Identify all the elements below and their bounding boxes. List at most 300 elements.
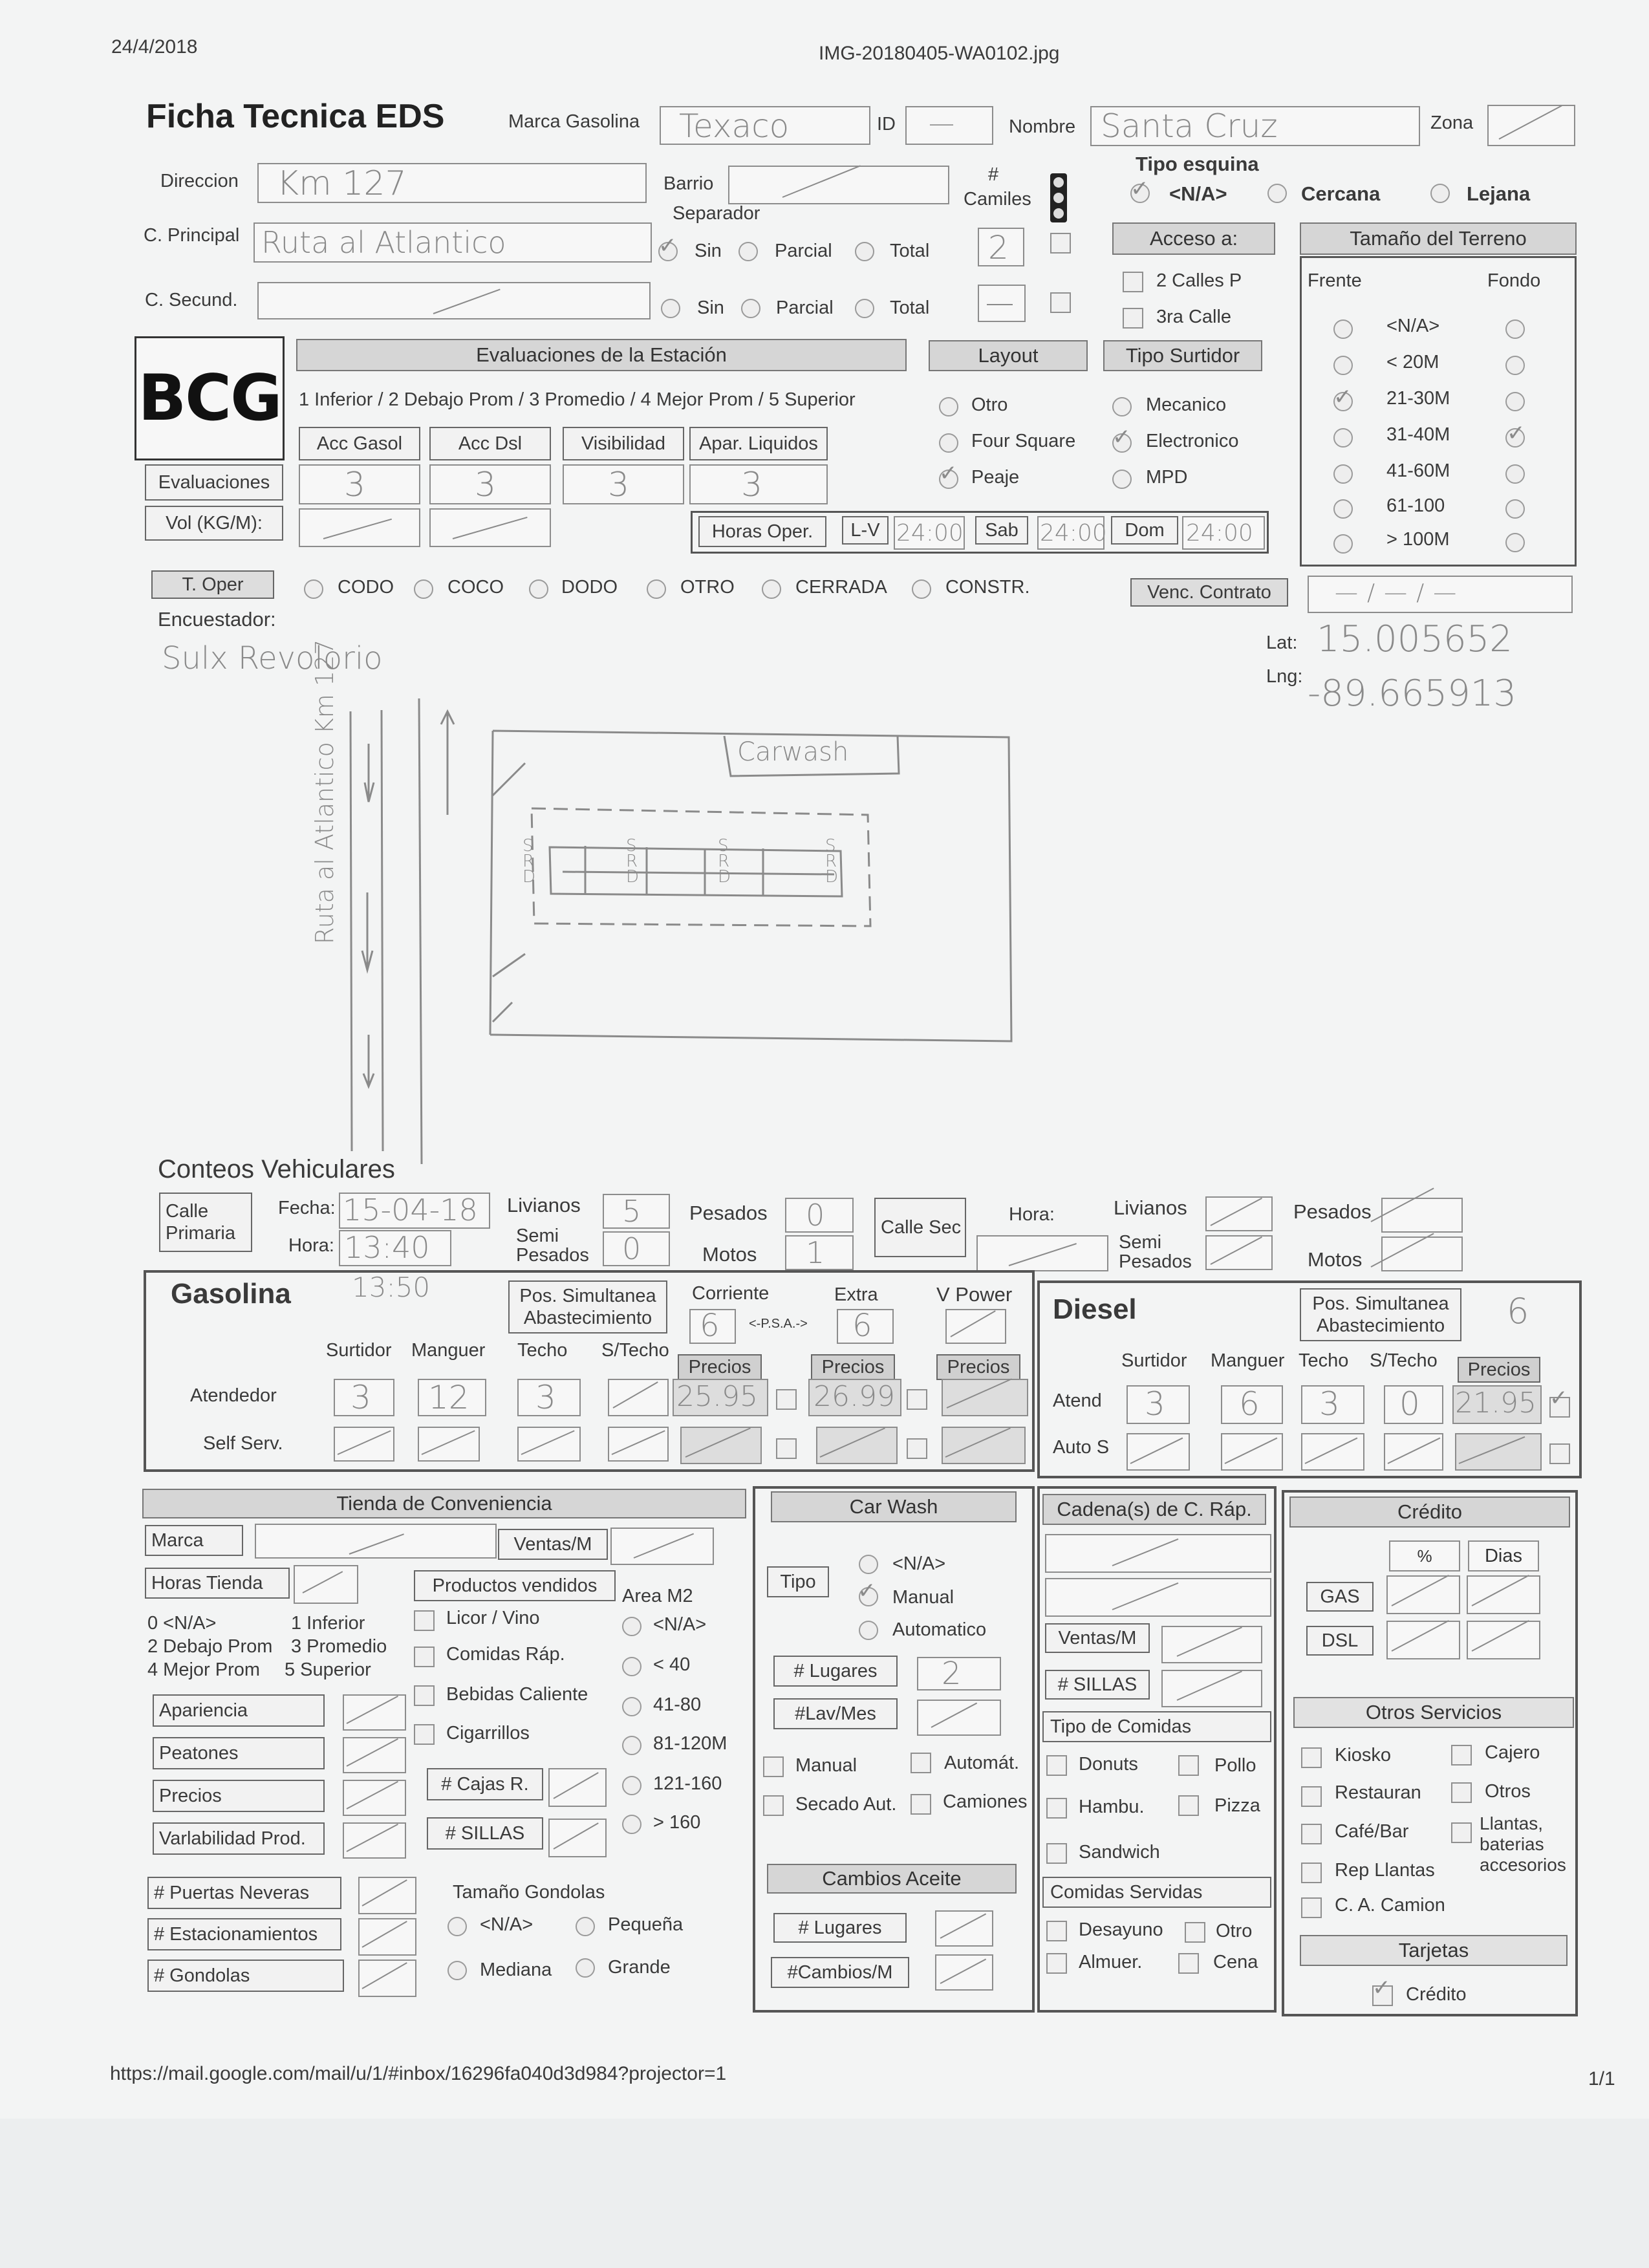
- surtidor-mecanico-radio[interactable]: [1112, 397, 1132, 416]
- gas-manguer-field[interactable]: [418, 1379, 486, 1416]
- terreno-opt: 41-60M: [1386, 460, 1450, 481]
- layout-otro-radio[interactable]: [939, 397, 958, 416]
- eval-value-field[interactable]: [299, 464, 420, 504]
- carwash-tipo-radio[interactable]: [859, 1621, 878, 1640]
- rating-precios: Precios: [153, 1780, 325, 1812]
- otros-checkbox[interactable]: [1301, 1863, 1322, 1883]
- gas-col-surtidor: Surtidor: [326, 1340, 392, 1361]
- gas-surtidor-field[interactable]: [334, 1379, 394, 1416]
- venc-contrato-value: —/—/—: [1335, 579, 1466, 606]
- gas-corriente-checkbox[interactable]: [776, 1389, 797, 1410]
- dsl-autos-field[interactable]: [1384, 1433, 1443, 1471]
- eval-value-field[interactable]: [563, 464, 684, 504]
- aceite-lugares-field[interactable]: [935, 1910, 993, 1947]
- area-opt: < 40: [653, 1654, 691, 1675]
- otros-checkbox[interactable]: [1451, 1782, 1472, 1803]
- print-pages: 1/1: [1588, 2068, 1615, 2090]
- frente-radio[interactable]: [1333, 464, 1353, 484]
- layout-header: Layout: [929, 340, 1088, 371]
- hora-field[interactable]: [339, 1230, 451, 1266]
- calle-sec-text: Calle Sec: [881, 1217, 962, 1238]
- frente-radio[interactable]: [1333, 534, 1353, 554]
- otros-label: Café/Bar: [1335, 1821, 1409, 1842]
- terreno-opt: 61-100: [1386, 495, 1445, 516]
- servida-label: Almuer.: [1079, 1952, 1143, 1972]
- area-radio[interactable]: [622, 1657, 641, 1676]
- dsl-precio-value: 21.95: [1455, 1387, 1536, 1420]
- pesados2-label: Pesados: [1293, 1200, 1372, 1223]
- nombre-value: Santa Cruz: [1101, 107, 1278, 145]
- sketch-island-label: S R D: [626, 836, 640, 887]
- dsl-precios-label: Precios: [1458, 1357, 1540, 1383]
- area-opt: 121-160: [653, 1773, 722, 1794]
- eval-value: 3: [344, 466, 366, 504]
- gas-self-field[interactable]: [816, 1427, 898, 1464]
- gas-self-checkbox[interactable]: [776, 1438, 797, 1459]
- sep2-parcial-radio[interactable]: [741, 299, 760, 318]
- pesados2-field[interactable]: [1381, 1198, 1463, 1233]
- layout-four-radio[interactable]: [939, 433, 958, 453]
- producto-label: Bebidas Caliente: [446, 1684, 588, 1705]
- barrio-label: Barrio: [663, 173, 714, 194]
- scale-line: 3 Promedio: [291, 1636, 387, 1657]
- gondola-opt: Pequeña: [608, 1914, 684, 1935]
- fondo-radio[interactable]: [1505, 319, 1525, 339]
- marca-value: Texaco: [679, 107, 790, 145]
- sketch-carwash-label: Carwash: [737, 737, 849, 767]
- tipo-esquina-label: Tipo esquina: [1136, 153, 1259, 175]
- horas-dom-label: Dom: [1111, 516, 1178, 545]
- producto-checkbox[interactable]: [414, 1685, 435, 1706]
- motos-label: Motos: [702, 1243, 757, 1266]
- traffic-light-icon: [1048, 173, 1070, 222]
- terreno-panel: [1300, 256, 1577, 567]
- horas-lv-field[interactable]: [894, 516, 965, 550]
- semi-label: [516, 1226, 594, 1265]
- producto-checkbox[interactable]: [414, 1647, 435, 1667]
- check-mark-icon: ✓: [1130, 176, 1149, 202]
- corriente-value: 6: [700, 1308, 720, 1344]
- fecha-field[interactable]: [339, 1193, 490, 1229]
- layout-four-label: Four Square: [971, 431, 1076, 451]
- eval-value: 3: [741, 466, 763, 504]
- motos-value: 1: [806, 1235, 825, 1270]
- gas-precio-extra-field[interactable]: [808, 1379, 901, 1416]
- tipo-comida-label: Donuts: [1079, 1754, 1138, 1775]
- camiles-checkbox[interactable]: [1050, 233, 1071, 254]
- eval-value: 3: [475, 466, 497, 504]
- credito-dias-field[interactable]: [1468, 1540, 1539, 1571]
- venc-contrato-field[interactable]: [1308, 576, 1573, 613]
- credito-header: Crédito: [1289, 1496, 1570, 1528]
- rating-field[interactable]: [343, 1780, 406, 1816]
- tarjeta-credito-label: Crédito: [1406, 1984, 1467, 2005]
- gas-self-field[interactable]: [942, 1427, 1026, 1464]
- sep2-total-radio[interactable]: [855, 299, 874, 318]
- evaluaciones-row-label: Evaluaciones: [145, 464, 283, 501]
- otros-checkbox[interactable]: [1301, 1747, 1322, 1768]
- dsl-precio-field[interactable]: [1452, 1385, 1542, 1424]
- gas-self-checkbox[interactable]: [907, 1438, 927, 1459]
- gondola-opt: Grande: [608, 1957, 671, 1978]
- aceite-lugares-label: # Lugares: [773, 1913, 907, 1943]
- calle-sec-label: [874, 1198, 966, 1257]
- corriente-field[interactable]: [689, 1309, 736, 1344]
- tienda-horas-label: Horas Tienda: [145, 1568, 290, 1599]
- terreno-frente-label: Frente: [1308, 270, 1362, 291]
- site-sketch: [343, 698, 1054, 1164]
- cprincipal-field[interactable]: [253, 222, 652, 263]
- livianos-field[interactable]: [603, 1194, 670, 1229]
- comidas-servidas-header: Comidas Servidas: [1042, 1877, 1271, 1908]
- tienda-sillas-field[interactable]: [548, 1819, 607, 1857]
- calle-primaria-text: Calle Primaria: [166, 1201, 235, 1244]
- otros-checkbox[interactable]: [1301, 1786, 1322, 1807]
- otros-label-multiline: [1480, 1813, 1577, 1875]
- sketch-island-label: S R D: [718, 836, 731, 887]
- rating-apariencia: Apariencia: [153, 1694, 325, 1727]
- gondola-radio[interactable]: [447, 1917, 467, 1936]
- carwash-opt-checkbox[interactable]: [763, 1756, 784, 1777]
- terreno-header: Tamaño del Terreno: [1300, 222, 1577, 255]
- gondola-opt: <N/A>: [480, 1914, 534, 1935]
- extra-field[interactable]: [837, 1309, 894, 1344]
- otros-label: C. A. Camion: [1335, 1895, 1445, 1916]
- gas-techo-field[interactable]: [517, 1379, 581, 1416]
- gas-col-manguer: Manguer: [411, 1340, 486, 1361]
- frente-radio[interactable]: [1333, 319, 1353, 339]
- credito-gas-pct[interactable]: [1386, 1575, 1460, 1614]
- pesados-field[interactable]: [785, 1198, 854, 1233]
- area-radio[interactable]: [622, 1736, 641, 1755]
- horas-lv-value: 24:00: [896, 520, 964, 546]
- toper-coco-radio[interactable]: [414, 579, 433, 599]
- diesel-pos-label: [1300, 1288, 1461, 1341]
- corriente-label: Corriente: [692, 1283, 770, 1304]
- lng-label: Lng:: [1266, 666, 1303, 687]
- encuestador-value: Sulx Revolorio: [162, 640, 383, 676]
- acceso-3ra-label: 3ra Calle: [1156, 307, 1232, 327]
- tipo-comida-checkbox[interactable]: [1046, 1798, 1067, 1819]
- surtidor-mecanico-label: Mecanico: [1146, 394, 1227, 415]
- productos-label: Productos vendidos: [414, 1570, 616, 1601]
- evaluaciones-header: Evaluaciones de la Estación: [296, 339, 907, 371]
- camiles-field[interactable]: [978, 228, 1024, 266]
- gas-precio-extra-value: 26.99: [814, 1380, 895, 1413]
- vpower-field[interactable]: [945, 1309, 1006, 1344]
- tipo-comida-checkbox[interactable]: [1046, 1755, 1067, 1776]
- scale-line: 0 <N/A>: [147, 1613, 217, 1634]
- sep1-sin-label: Sin: [695, 241, 722, 261]
- sep1-total-label: Total: [890, 241, 930, 261]
- conteos-title: Conteos Vehiculares: [158, 1155, 395, 1183]
- carwash-opt-label: Secado Aut.: [795, 1794, 897, 1815]
- area-opt: 81-120M: [653, 1733, 727, 1754]
- credito-pct-field[interactable]: [1389, 1540, 1460, 1571]
- esquina-cercana-radio[interactable]: [1267, 184, 1287, 203]
- tipo-comida-checkbox[interactable]: [1178, 1755, 1199, 1776]
- carwash-opt-checkbox[interactable]: [911, 1753, 931, 1773]
- nombre-field[interactable]: [1090, 106, 1420, 146]
- tipo-comida-checkbox[interactable]: [1178, 1795, 1199, 1816]
- aceite-cambios-label: #Cambios/M: [771, 1957, 909, 1988]
- fondo-radio[interactable]: [1505, 533, 1525, 552]
- bcg-logo-text: BCG: [138, 362, 281, 435]
- gasolina-title: Gasolina: [171, 1278, 291, 1310]
- gas-techo-value: 3: [535, 1379, 556, 1416]
- psa-label: <-P.S.A.->: [749, 1317, 808, 1331]
- producto-checkbox[interactable]: [414, 1610, 435, 1631]
- horas-sab-label: Sab: [975, 516, 1028, 545]
- check-mark-icon: ✓: [857, 1578, 876, 1604]
- gondolas-label: Tamaño Gondolas: [453, 1882, 605, 1903]
- tienda-horas-field[interactable]: [294, 1565, 358, 1604]
- toper-dodo-label: DODO: [561, 577, 618, 598]
- evaluaciones-scale: 1 Inferior / 2 Debajo Prom / 3 Promedio / 4 Mejor Prom / 5 Superior: [299, 389, 856, 410]
- cajas-field[interactable]: [548, 1768, 607, 1807]
- gas-stecho-field[interactable]: [608, 1379, 669, 1416]
- credito-dsl-pct[interactable]: [1386, 1621, 1460, 1659]
- otros-checkbox[interactable]: [1301, 1897, 1322, 1918]
- id-field[interactable]: [905, 106, 993, 145]
- dsl-manguer-value: 6: [1239, 1385, 1260, 1423]
- acceso-2calles-checkbox[interactable]: [1123, 272, 1143, 292]
- lat-label: Lat:: [1266, 632, 1298, 653]
- marca-label: Marca Gasolina: [508, 111, 640, 132]
- carwash-opt-checkbox[interactable]: [763, 1795, 784, 1816]
- dsl-autos-checkbox[interactable]: [1549, 1443, 1570, 1464]
- esquina-lejana-label: Lejana: [1467, 182, 1531, 205]
- count-field[interactable]: [358, 1877, 416, 1914]
- tarjetas-header: Tarjetas: [1300, 1935, 1568, 1966]
- carwash-lugares-value: 2: [942, 1656, 962, 1692]
- check-mark-icon: ✓: [658, 233, 677, 259]
- semi-value: 0: [622, 1231, 641, 1266]
- dsl-autos-field[interactable]: [1455, 1433, 1542, 1471]
- otros-llantas-text: Llantas, baterias accesorios: [1480, 1813, 1566, 1875]
- area-radio[interactable]: [622, 1617, 641, 1636]
- fondo-radio[interactable]: [1505, 356, 1525, 375]
- dsl-techo-field[interactable]: [1301, 1385, 1364, 1424]
- page-title: Ficha Tecnica EDS: [146, 98, 445, 135]
- gas-extra-checkbox[interactable]: [907, 1389, 927, 1410]
- hora-label: Hora:: [288, 1235, 334, 1256]
- livianos-value: 5: [622, 1194, 641, 1229]
- carwash-tipo-opt: <N/A>: [892, 1553, 946, 1574]
- esquina-cercana-label: Cercana: [1301, 182, 1381, 205]
- eval-value-field[interactable]: [689, 464, 828, 504]
- frente-radio[interactable]: [1333, 499, 1353, 519]
- autos-label: Auto S: [1053, 1437, 1110, 1458]
- rating-field[interactable]: [343, 1737, 406, 1773]
- credito-gas-label: GAS: [1306, 1582, 1374, 1612]
- scale-line: 4 Mejor Prom: [147, 1659, 261, 1680]
- servida-label: Cena: [1213, 1952, 1258, 1972]
- toper-codo-radio[interactable]: [304, 579, 323, 599]
- credito-pct-label: %: [1417, 1546, 1432, 1566]
- fondo-radio[interactable]: [1505, 392, 1525, 411]
- semi-field[interactable]: [603, 1231, 670, 1266]
- separador-label: Separador: [673, 203, 760, 224]
- toper-codo-label: CODO: [338, 577, 394, 598]
- cadena-header: Cadena(s) de C. Ráp.: [1042, 1494, 1266, 1525]
- producto-label: Licor / Vino: [446, 1608, 540, 1628]
- semi2-field[interactable]: [1205, 1235, 1273, 1270]
- esquina-na-label: <N/A>: [1169, 182, 1227, 205]
- tipo-comida-checkbox[interactable]: [1046, 1843, 1067, 1864]
- csecund-field[interactable]: [257, 282, 651, 319]
- area-opt: 41-80: [653, 1694, 702, 1715]
- cadena-sillas-field[interactable]: [1161, 1670, 1262, 1707]
- producto-label: Cigarrillos: [446, 1723, 530, 1744]
- credito-dsl-label: DSL: [1306, 1626, 1374, 1656]
- rating-field[interactable]: [343, 1822, 406, 1859]
- servida-checkbox[interactable]: [1178, 1953, 1199, 1974]
- livianos2-label: Livianos: [1114, 1196, 1187, 1219]
- acceso-2calles-label: 2 Calles P: [1156, 270, 1242, 291]
- id-value: —: [929, 109, 954, 138]
- lat-value: 15.005652: [1317, 618, 1513, 660]
- rating-field[interactable]: [343, 1694, 406, 1731]
- camiles2-field[interactable]: [978, 285, 1026, 322]
- sep1-parcial-label: Parcial: [775, 241, 832, 261]
- gas-precios-label-3: Precios: [936, 1354, 1020, 1380]
- otros-checkbox[interactable]: [1451, 1745, 1472, 1766]
- servida-label: Desayuno: [1079, 1919, 1163, 1940]
- gas-col-techo: Techo: [517, 1340, 568, 1361]
- bcg-logo: [135, 336, 285, 460]
- carwash-opt-checkbox[interactable]: [911, 1794, 931, 1815]
- motos-field[interactable]: [785, 1235, 854, 1270]
- encuestador-label: Encuestador:: [158, 608, 276, 631]
- gas-manguer-value: 12: [428, 1379, 469, 1416]
- scale-line: 5 Superior: [285, 1659, 371, 1680]
- surtidor-mpd-radio[interactable]: [1112, 470, 1132, 489]
- credito-gas-dias[interactable]: [1467, 1575, 1540, 1614]
- gas-precio-vpower-field[interactable]: [942, 1379, 1028, 1416]
- toper-constr-radio[interactable]: [912, 579, 931, 599]
- cadena-ventas-field[interactable]: [1161, 1626, 1262, 1663]
- servida-checkbox[interactable]: [1046, 1953, 1067, 1974]
- count-field[interactable]: [358, 1918, 416, 1956]
- carwash-lugares-field[interactable]: [917, 1657, 1001, 1690]
- hora2-label: Hora:: [1009, 1204, 1055, 1225]
- toper-otro-label: OTRO: [680, 577, 735, 598]
- sep1-total-radio[interactable]: [855, 242, 874, 261]
- sep2-sin-label: Sin: [697, 297, 724, 318]
- toper-otro-radio[interactable]: [647, 579, 666, 599]
- servida-checkbox[interactable]: [1185, 1922, 1205, 1943]
- pesados-value: 0: [806, 1198, 825, 1233]
- livianos2-field[interactable]: [1205, 1196, 1273, 1231]
- gas-self-field[interactable]: [680, 1427, 762, 1464]
- esquina-lejana-radio[interactable]: [1430, 184, 1450, 203]
- scale-line: 1 Inferior: [291, 1613, 365, 1634]
- frente-radio[interactable]: [1333, 356, 1353, 375]
- fondo-radio[interactable]: [1505, 499, 1525, 519]
- gasolina-time: 13:50: [352, 1271, 431, 1303]
- tipo-comida-label: Pizza: [1214, 1795, 1260, 1816]
- zona-field[interactable]: [1487, 105, 1575, 146]
- count-field[interactable]: [358, 1960, 416, 1997]
- marca-field[interactable]: [660, 106, 870, 145]
- terreno-fondo-label: Fondo: [1487, 270, 1541, 291]
- otros-label: Otros: [1485, 1781, 1531, 1802]
- area-radio[interactable]: [622, 1815, 641, 1834]
- area-radio[interactable]: [622, 1776, 641, 1795]
- direccion-field[interactable]: [257, 163, 647, 203]
- cadena-sillas-label: # SILLAS: [1045, 1670, 1150, 1700]
- area-opt: <N/A>: [653, 1614, 707, 1635]
- tienda-marca-field[interactable]: [255, 1524, 497, 1559]
- carwash-tipo-opt: Automatico: [892, 1619, 987, 1640]
- horas-lv-label: L-V: [842, 516, 889, 545]
- gondola-radio[interactable]: [447, 1961, 467, 1980]
- otros-label: Restauran: [1335, 1782, 1421, 1803]
- horas-sab-field[interactable]: [1037, 516, 1105, 550]
- dsl-surtidor-field[interactable]: [1126, 1385, 1190, 1424]
- camiles2-checkbox[interactable]: [1050, 292, 1071, 313]
- gondola-radio[interactable]: [576, 1917, 595, 1936]
- cadena-field[interactable]: [1045, 1534, 1271, 1573]
- tienda-sillas-label: # SILLAS: [427, 1817, 543, 1850]
- horas-sab-value: 24:00: [1040, 520, 1107, 546]
- acceso-3ra-checkbox[interactable]: [1123, 308, 1143, 329]
- tipo-comida-label: Hambu.: [1079, 1797, 1145, 1817]
- fondo-radio[interactable]: [1505, 464, 1525, 484]
- gas-col-stecho: S/Techo: [601, 1340, 669, 1361]
- servida-checkbox[interactable]: [1046, 1921, 1067, 1941]
- barrio-field[interactable]: [728, 166, 949, 204]
- eval-value-field[interactable]: [429, 464, 551, 504]
- credito-dsl-dias[interactable]: [1467, 1621, 1540, 1659]
- id-label: ID: [877, 114, 896, 135]
- area-radio[interactable]: [622, 1697, 641, 1716]
- atend-label: Atend: [1053, 1390, 1102, 1411]
- diesel-pos-text: Pos. Simultanea Abastecimiento: [1312, 1293, 1449, 1336]
- carwash-tipo-radio[interactable]: [859, 1555, 878, 1574]
- sep2-sin-radio[interactable]: [661, 299, 680, 318]
- otros-checkbox[interactable]: [1301, 1824, 1322, 1844]
- toper-cerrada-radio[interactable]: [762, 579, 781, 599]
- horas-dom-value: 24:00: [1186, 520, 1253, 546]
- diesel-title: Diesel: [1053, 1293, 1137, 1325]
- otros-checkbox[interactable]: [1451, 1822, 1472, 1843]
- producto-checkbox[interactable]: [414, 1724, 435, 1745]
- dsl-manguer-field[interactable]: [1221, 1385, 1283, 1424]
- camiles-value: 2: [988, 229, 1009, 266]
- sep1-parcial-radio[interactable]: [738, 242, 758, 261]
- gas-precio-corriente-field[interactable]: [673, 1379, 768, 1416]
- print-filename: IMG-20180405-WA0102.jpg: [819, 43, 1060, 64]
- toper-dodo-radio[interactable]: [529, 579, 548, 599]
- frente-radio[interactable]: [1333, 428, 1353, 448]
- hora-value: 13:40: [344, 1230, 430, 1265]
- dsl-techo-value: 3: [1319, 1385, 1340, 1423]
- gasolina-pos-text: Pos. Simultanea Abastecimiento: [519, 1286, 656, 1328]
- dsl-stecho-field[interactable]: [1384, 1385, 1443, 1424]
- carwash-lavmes-field[interactable]: [917, 1700, 1001, 1736]
- gasolina-pos-label: [508, 1280, 667, 1334]
- check-mark-icon: ✓: [1372, 1975, 1391, 2001]
- dsl-surtidor-value: 3: [1145, 1385, 1165, 1423]
- horas-dom-field[interactable]: [1182, 516, 1265, 550]
- gondola-radio[interactable]: [576, 1958, 595, 1978]
- sep2-parcial-label: Parcial: [776, 297, 834, 318]
- terreno-opt: <N/A>: [1386, 316, 1440, 336]
- cadena-field[interactable]: [1045, 1578, 1271, 1617]
- visibilidad-col: Visibilidad: [563, 427, 684, 460]
